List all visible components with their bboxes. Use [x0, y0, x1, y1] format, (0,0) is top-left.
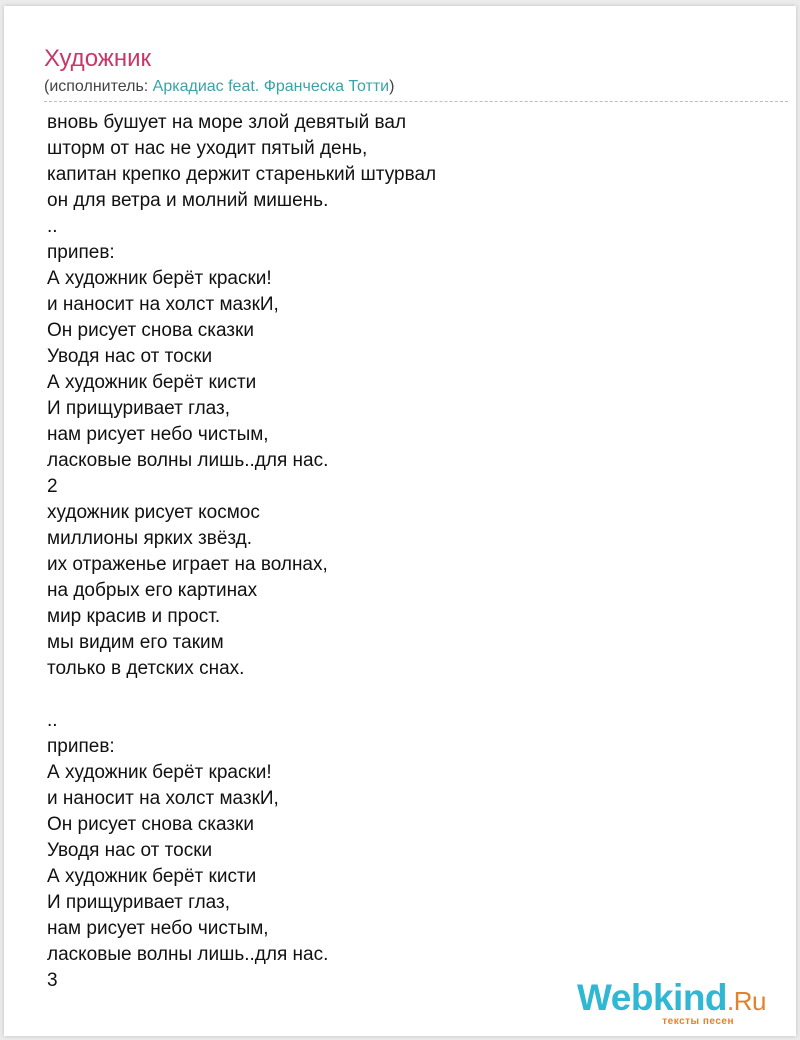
lyrics-card — [4, 6, 796, 1036]
logo-tagline: тексты песен — [662, 1016, 734, 1027]
lyric-line: А художник берёт кисти — [47, 866, 257, 887]
lyric-line: Он рисует снова сказки — [47, 814, 254, 835]
lyric-line: А художник берёт краски! — [47, 762, 272, 783]
lyric-line: капитан крепко держит старенький штурвал — [47, 164, 437, 185]
lyric-line: 2 — [47, 476, 58, 497]
lyric-line: вновь бушует на море злой девятый вал — [47, 112, 407, 133]
lyric-line: Уводя нас от тоски — [47, 840, 213, 861]
lyric-line: мы видим его таким — [47, 632, 224, 653]
lyric-line: 3 — [47, 970, 58, 991]
performer-line — [44, 76, 394, 98]
lyric-line: ласковые волны лишь..для нас. — [47, 450, 329, 471]
lyric-line: .. — [47, 710, 58, 731]
lyric-line: ласковые волны лишь..для нас. — [47, 944, 329, 965]
lyric-line — [47, 682, 747, 708]
performer-suffix: ) — [389, 78, 395, 95]
lyric-line: миллионы ярких звёзд. — [47, 528, 253, 549]
lyric-line: нам рисует небо чистым, — [47, 424, 269, 445]
lyric-line: и наносит на холст мазкИ, — [47, 788, 279, 809]
lyric-line: И прищуривает глаз, — [47, 398, 231, 419]
lyric-line: их отраженье играет на волнах, — [47, 554, 328, 575]
lyric-line: .. — [47, 216, 58, 237]
lyric-line: припев: — [47, 736, 115, 757]
logo-name: Webkind — [577, 977, 728, 1018]
site-logo[interactable] — [577, 978, 766, 1027]
lyric-line: Уводя нас от тоски — [47, 346, 213, 367]
lyric-line: и наносит на холст мазкИ, — [47, 294, 279, 315]
lyric-line: мир красив и прост. — [47, 606, 221, 627]
lyric-line: Он рисует снова сказки — [47, 320, 254, 341]
dashed-divider — [44, 101, 788, 102]
lyric-line: только в детских снах. — [47, 658, 245, 679]
lyric-line: припев: — [47, 242, 115, 263]
lyric-line: художник рисует космос — [47, 502, 260, 523]
lyric-line: он для ветра и молний мишень. — [47, 190, 329, 211]
lyric-line: на добрых его картинах — [47, 580, 258, 601]
lyric-line: шторм от нас не уходит пятый день, — [47, 138, 368, 159]
lyrics-text — [47, 110, 747, 994]
performer-link[interactable]: Аркадиас feat. Франческа Тотти — [152, 78, 390, 95]
lyric-line: А художник берёт кисти — [47, 372, 257, 393]
song-title: Художник — [44, 45, 151, 72]
lyric-line: А художник берёт краски! — [47, 268, 272, 289]
logo-tld: .Ru — [727, 986, 766, 1016]
performer-prefix: (исполнитель: — [44, 78, 153, 95]
lyric-line: И прищуривает глаз, — [47, 892, 231, 913]
logo-wordmark — [577, 978, 766, 1021]
lyric-line: нам рисует небо чистым, — [47, 918, 269, 939]
